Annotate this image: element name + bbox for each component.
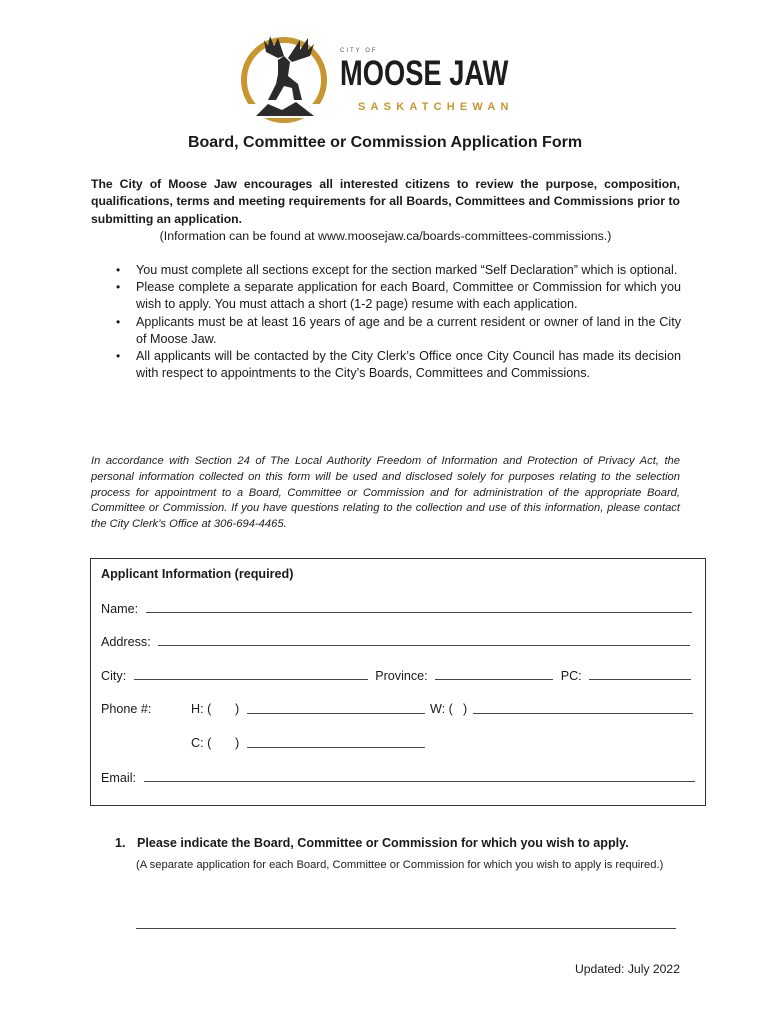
city-logo	[238, 30, 538, 126]
cell-phone-field[interactable]	[247, 736, 425, 748]
applicant-information-section	[90, 558, 706, 806]
cell-phone-paren: )	[235, 736, 240, 750]
logo-city-of: CITY OF	[340, 48, 378, 54]
instruction-item: • All applicants will be contacted by the City Clerk’s Office once City Council has made its decision with respect to appointments to the City’s Boards, Committees and Commissions.	[136, 348, 681, 382]
intro-info-link-note: (Information can be found at www.moosejaw.ca/boards-committees-commissions.)	[159, 229, 612, 243]
instruction-item: • Please complete a separate application for each Board, Committee or Commission for which you wish to apply. You must attach a short (1-2 page) resume with each application.	[136, 279, 681, 313]
email-label: Email:	[101, 771, 136, 785]
applicant-section-heading: Applicant Information (required)	[101, 567, 294, 581]
board-selection-field[interactable]	[136, 916, 676, 929]
question-1	[115, 836, 629, 850]
province-field[interactable]	[435, 668, 553, 680]
province-label: Province:	[375, 669, 428, 683]
name-label: Name:	[101, 602, 139, 616]
home-phone-label: H: (	[191, 702, 212, 716]
moose-emblem-icon	[238, 30, 334, 126]
address-label: Address:	[101, 635, 151, 649]
updated-date: Updated: July 2022	[574, 962, 680, 976]
email-row	[101, 770, 695, 785]
postal-code-label: PC:	[560, 669, 582, 683]
work-phone-paren: )	[463, 702, 468, 716]
city-row	[101, 668, 691, 683]
question-1-number: 1.	[115, 836, 126, 850]
work-phone-label: W: (	[430, 702, 453, 716]
home-phone-field[interactable]	[247, 702, 425, 714]
phone-label: Phone #:	[101, 702, 152, 716]
postal-code-field[interactable]	[589, 668, 691, 680]
instruction-item: • You must complete all sections except for the section marked “Self Declaration” which is optional.	[136, 262, 681, 279]
work-phone-field[interactable]	[473, 702, 693, 714]
question-1-text: Please indicate the Board, Committee or Commission for which you wish to apply.	[137, 836, 629, 850]
address-row	[101, 634, 690, 649]
question-1-note: (A separate application for each Board, Committee or Commission for which you wish to apply is required.)	[136, 859, 664, 871]
instruction-item: • Applicants must be at least 16 years of age and be a current resident or owner of land in the City of Moose Jaw.	[136, 314, 681, 348]
instructions-list	[136, 262, 681, 382]
phone-row	[101, 702, 468, 716]
privacy-notice: In accordance with Section 24 of The Local Authority Freedom of Information and Protection of Privacy Act, the personal information collected on this form will be used and disclosed solely for purposes relating to the selection process for appointment to a Board, Committee or Commission and for administration of the appropriate Board, Committee or Commission. If you have questions relating to the collection and use of this information, please contact the City Clerk’s Office at 306-694-4465.	[91, 455, 680, 531]
city-field[interactable]	[134, 668, 368, 680]
home-phone-paren: )	[235, 702, 240, 716]
address-field[interactable]	[158, 634, 690, 646]
logo-province: SASKATCHEWAN	[358, 101, 514, 113]
cell-phone-label: C: (	[191, 736, 212, 750]
city-label: City:	[101, 669, 127, 683]
intro-paragraph: The City of Moose Jaw encourages all interested citizens to review the purpose, composition, qualifications, terms and meeting requirements for all Boards, Committees and Commissions prior to submitting an application.	[91, 177, 680, 226]
logo-city-name: MOOSE JAW	[340, 54, 509, 93]
name-row	[101, 601, 692, 616]
email-field[interactable]	[144, 770, 695, 782]
name-field[interactable]	[146, 601, 692, 613]
form-title: Board, Committee or Commission Application Form	[187, 134, 583, 151]
